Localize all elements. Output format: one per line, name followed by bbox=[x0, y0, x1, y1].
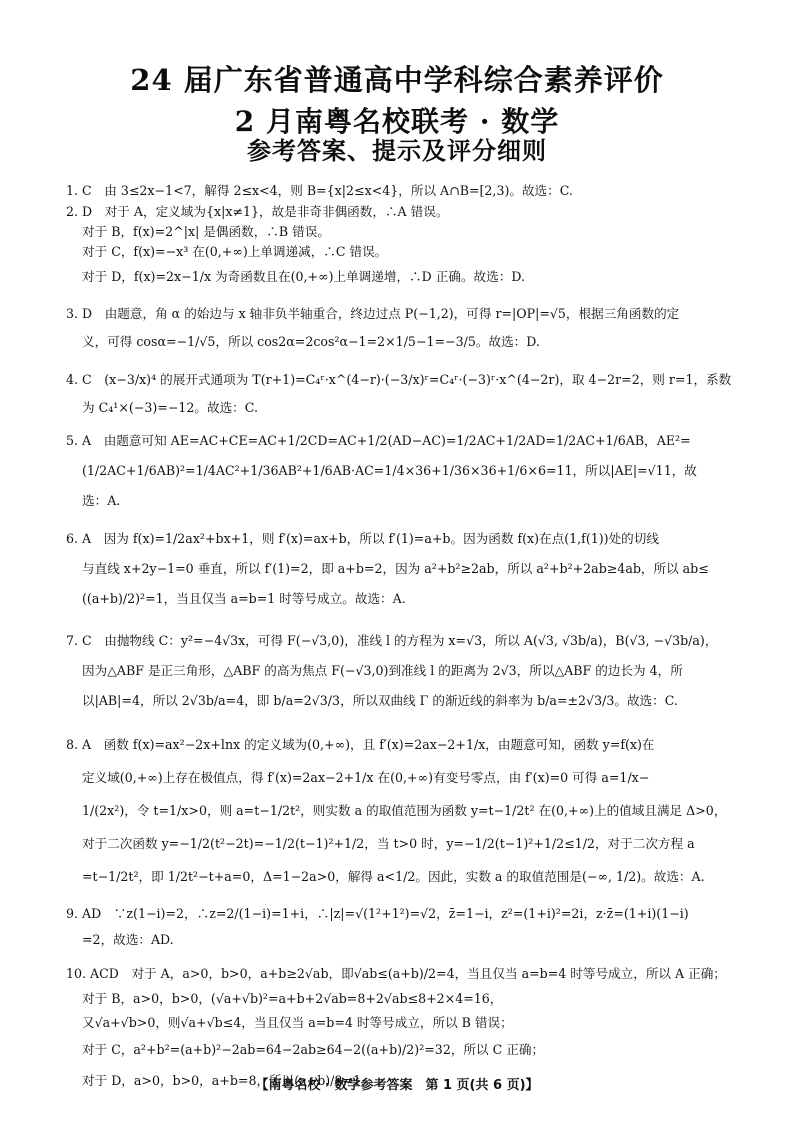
answer-line: 义，可得 cosα=−1/√5，所以 cos2α=2cos²α−1=2×1/5−1=−3/5。故选：D. bbox=[82, 334, 540, 349]
answer-item-8 bbox=[66, 728, 766, 893]
answer-line: =2，故选：AD. bbox=[82, 932, 174, 947]
answer-item-9 bbox=[66, 901, 766, 953]
answer-line: 对于 B，a>0，b>0，(√a+√b)²=a+b+2√ab=8+2√ab≤8+2×4=16， bbox=[82, 991, 503, 1006]
answer-line: 对于 C，f(x)=−x³ 在(0,+∞)上单调递减，∴C 错误。 bbox=[82, 244, 388, 259]
answer-line: 2. D 对于 A，定义域为{x|x≠1}，故是非奇非偶函数，∴A 错误。 bbox=[66, 204, 449, 219]
answer-line: ((a+b)/2)²=1，当且仅当 a=b=1 时等号成立。故选：A. bbox=[82, 591, 406, 606]
answer-line: 1/(2x²)，令 t=1/x>0，则 a=t−1/2t²，则实数 a 的取值范围为函数 y=t−1/2t² 在(0,+∞)上的值域且满足 Δ>0， bbox=[82, 803, 727, 818]
answer-list bbox=[66, 180, 766, 1097]
answer-line: 3. D 由题意，角 α 的始边与 x 轴非负半轴重合，终边过点 P(−1,2)，可得 r=|OP|=√5，根据三角函数的定 bbox=[66, 306, 680, 321]
answer-item-2 bbox=[66, 202, 766, 292]
answer-item-5 bbox=[66, 426, 766, 516]
answer-line: 4. C (x−3/x)⁴ 的展开式通项为 T(r+1)=C₄ʳ·x^(4−r)·(−3/x)ʳ=C₄ʳ·(−3)ʳ·x^(4−2r)，取 4−2r=2，则 r=1，系数 bbox=[66, 372, 732, 387]
title-line-1: 24 届广东省普通高中学科综合素养评价 bbox=[130, 63, 664, 97]
answer-line: 对于 C，a²+b²=(a+b)²−2ab=64−2ab≥64−2((a+b)/2)²=32，所以 C 正确； bbox=[82, 1042, 545, 1057]
answer-line: 又√a+√b>0，则√a+√b≤4，当且仅当 a=b=4 时等号成立，所以 B 错误； bbox=[82, 1015, 513, 1030]
page-footer: 【南粤名校 · 数学参考答案 第 1 页(共 6 页)】 bbox=[255, 1078, 539, 1093]
answer-line: =t−1/2t²，即 1/2t²−t+a=0，Δ=1−2a>0，解得 a<1/2。因此，实数 a 的取值范围是(−∞, 1/2)。故选：A. bbox=[82, 869, 705, 884]
answer-line: 对于二次函数 y=−1/2(t²−2t)=−1/2(t−1)²+1/2，当 t>0 时，y=−1/2(t−1)²+1/2≤1/2，对于二次方程 a bbox=[82, 836, 695, 851]
answer-line: 定义域(0,+∞)上存在极值点，得 f′(x)=2ax−2+1/x 在(0,+∞)有变号零点，由 f′(x)=0 可得 a=1/x− bbox=[82, 770, 650, 785]
answer-item-6 bbox=[66, 524, 766, 614]
answer-line: 6. A 因为 f(x)=1/2ax²+bx+1，则 f′(x)=ax+b，所以 f′(1)=a+b。因为函数 f(x)在点(1,f(1))处的切线 bbox=[66, 531, 659, 546]
answer-line: 对于 D，f(x)=2x−1/x 为奇函数且在(0,+∞)上单调递增，∴D 正确。故选：D. bbox=[82, 269, 525, 284]
answer-line: 以|AB|=4，所以 2√3b/a=4，即 b/a=2√3/3，所以双曲线 Γ 的渐近线的斜率为 b/a=±2√3/3。故选：C. bbox=[82, 693, 678, 708]
answer-line: 8. A 函数 f(x)=ax²−2x+lnx 的定义域为(0,+∞)，且 f′(x)=2ax−2+1/x，由题意可知，函数 y=f(x)在 bbox=[66, 737, 655, 752]
answer-line: 5. A 由题意可知 AE=AC+CE=AC+1/2CD=AC+1/2(AD−AC)=1/2AC+1/2AD=1/2AC+1/6AB，AE²= bbox=[66, 433, 691, 448]
answer-line: 因为△ABF 是正三角形，△ABF 的高为焦点 F(−√3,0)到准线 l 的距离为 2√3，所以△ABF 的边长为 4，所 bbox=[82, 663, 683, 678]
answer-line: 为 C₄¹×(−3)=−12。故选：C. bbox=[82, 400, 258, 415]
answer-item-1 bbox=[66, 180, 766, 202]
answer-line: 9. AD ∵z(1−i)=2，∴z=2/(1−i)=1+i，∴|z|=√(1²+1²)=√2，z̄=1−i，z²=(1+i)²=2i，z·z̄=(1+i)(1−i) bbox=[66, 906, 689, 921]
title-line-3: 参考答案、提示及评分细则 bbox=[247, 136, 547, 165]
answer-line: 选：A. bbox=[82, 493, 121, 508]
answer-line: 7. C 由抛物线 C：y²=−4√3x，可得 F(−√3,0)，准线 l 的方程为 x=√3，所以 A(√3, √3b/a)，B(√3, −√3b/a)， bbox=[66, 633, 718, 648]
answer-line: (1/2AC+1/6AB)²=1/4AC²+1/36AB²+1/6AB·AC=1/4×36+1/36×36+1/6×6=11，所以|AE|=√11，故 bbox=[82, 463, 697, 478]
answer-item-3 bbox=[66, 300, 766, 356]
answer-line: 10. ACD 对于 A，a>0，b>0，a+b≥2√ab，即√ab≤(a+b)/2=4，当且仅当 a=b=4 时等号成立，所以 A 正确； bbox=[66, 966, 726, 981]
answer-line: 对于 D，a>0，b>0，a+b=8，所以(a+b)/8=1， bbox=[82, 1073, 374, 1088]
answer-line: 1. C 由 3≤2x−1<7，解得 2≤x<4，则 B={x|2≤x<4}，所以 A∩B=[2,3)。故选：C. bbox=[66, 183, 573, 198]
title-line-2: 2 月南粤名校联考 · 数学 bbox=[234, 105, 560, 138]
answer-line: 对于 B，f(x)=2^|x| 是偶函数，∴B 错误。 bbox=[82, 224, 330, 239]
answer-line: 与直线 x+2y−1=0 垂直，所以 f′(1)=2，即 a+b=2，因为 a²+b²≥2ab，所以 a²+b²+2ab≥4ab，所以 ab≤ bbox=[82, 561, 709, 576]
answer-item-7 bbox=[66, 626, 766, 716]
answer-item-4 bbox=[66, 366, 766, 422]
